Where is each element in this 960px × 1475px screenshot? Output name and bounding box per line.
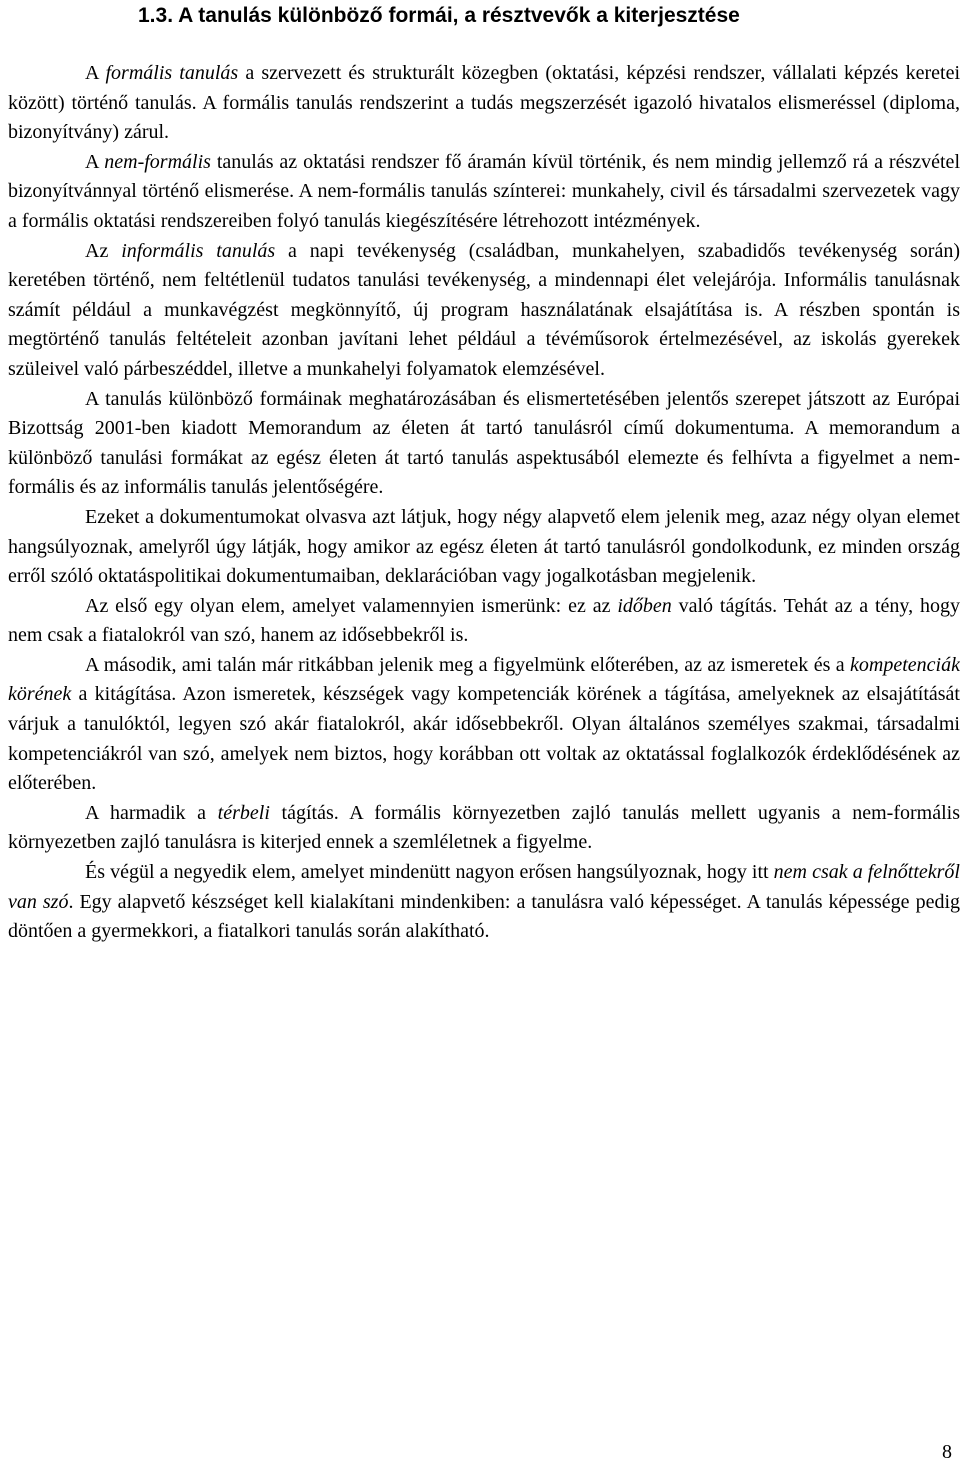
text-run: való tágítás. Tehát az a tény, hogy nem csak a fiatalokról van szó, hanem az idősebbekről is.	[8, 594, 960, 647]
emphasized-term: informális tanulás	[121, 239, 276, 262]
emphasized-term: formális tanulás	[105, 62, 239, 84]
text-run: a napi tevékenység (családban, munkahelyen, szabadidős tevékenység során) keretében történő, nem feltétlenül tudatos tanulási tevékenység, a mindennapi élet velejárója. Informális tanulásnak számít például a munkavégzést megkönnyítő, új program használatának elsajátítása is. A részben spontán is megtörténő tanulás feltételeit azonban javítani lehet például a tévéműsorok értelmezésével, az iskolás gyerekek szüleivel való párbeszéddel, illetve a munkahelyi folyamatok elemzésével.	[8, 239, 960, 380]
text-run: A harmadik a	[85, 801, 218, 824]
text-run: Az első egy olyan elem, amelyet valamennyien ismerünk: ez az	[85, 594, 618, 617]
body-text	[8, 59, 960, 947]
text-run: És végül a negyedik elem, amelyet mindenütt nagyon erősen hangsúlyoznak, hogy itt	[85, 861, 774, 884]
text-run: . Egy alapvető készséget kell kialakítani mindenkiben: a tanulásra való képességet. A tanulás képessége pedig döntően a gyermekkori, a fiatalkori tanulás során alakítható.	[8, 890, 960, 943]
paragraph	[8, 858, 960, 947]
emphasized-term: kompetenciák körének	[8, 653, 960, 706]
text-run: A	[85, 62, 106, 84]
emphasized-term: nem-formális	[104, 150, 211, 173]
text-run: a kitágítása. Azon ismeretek, készségek vagy kompetenciák körének a tágítása, amelyeknek az elsajátítását várjuk a tanulóktól, legyen szó akár fiatalokról, akár idősebbekről. Olyan általános személyes szakmai, társadalmi kompetenciákról van szó, amelyek nem biztos, hogy korábban ott voltak az oktatással foglalkozók érdeklődésének az előterében.	[8, 683, 960, 795]
text-run: A második, ami talán már ritkábban jelenik meg a figyelmünk előterében, az az ismeretek és a	[85, 653, 851, 676]
text-run: Ezeket a dokumentumokat olvasva azt látjuk, hogy négy alapvető elem jelenik meg, azaz négy olyan elemet hangsúlyoznak, amelyről úgy látják, hogy amikor az egész életen át tartó tanulásról gondolkodunk, ez minden ország erről szóló oktatáspolitikai dokumentumaiban, deklarációban vagy jogalkotásban megjelenik.	[8, 505, 960, 588]
emphasized-term: nem csak a felnőttekről van szó	[8, 861, 960, 913]
paragraph	[8, 148, 960, 237]
text-run: a szervezett és strukturált közegben (oktatási, képzési rendszer, vállalati képzés keretei között) történő tanulás. A formális tanulás rendszerint a tudás megszerzését igazoló hivatalos elismeréssel (diploma, bizonyítvány) zárul.	[8, 62, 960, 144]
page-number: 8	[942, 1441, 952, 1463]
text-run: tanulás az oktatási rendszer fő áramán kívül történik, és nem mindig jellemző rá a részvétel bizonyítvánnyal történő elismerése. A nem-formális tanulás színterei: munkahely, civil és társadalmi szervezetek vagy a formális oktatási rendszereiben folyó tanulás kiegészítésére létrehozott intézmények.	[8, 150, 960, 232]
text-run: A	[85, 150, 105, 173]
paragraph	[8, 385, 960, 503]
paragraph	[8, 59, 960, 148]
text-run: Az	[85, 239, 122, 262]
paragraph	[8, 592, 960, 651]
section-heading: 1.3. A tanulás különböző formái, a résztvevők a kiterjesztése	[138, 4, 740, 27]
paragraph	[8, 503, 960, 592]
text-run: A tanulás különböző formáinak meghatározásában és elismertetésében jelentős szerepet játszott az Európai Bizottság 2001-ben kiadott Memorandum az életen át tartó tanulásról című dokumentuma. A memorandum a különböző tanulási formákat az egész életen át tartó tanulás aspektusából elemezte és felhívta a figyelmet a nem-formális és az informális tanulás jelentőségére.	[8, 387, 960, 499]
paragraph	[8, 237, 960, 385]
emphasized-term: időben	[617, 594, 672, 617]
paragraph	[8, 799, 960, 858]
emphasized-term: térbeli	[217, 801, 270, 824]
paragraph	[8, 651, 960, 799]
text-run: tágítás. A formális környezetben zajló tanulás mellett ugyanis a nem-formális környezetben zajló tanulásra is kiterjed ennek a szemléletnek a figyelme.	[8, 801, 960, 854]
